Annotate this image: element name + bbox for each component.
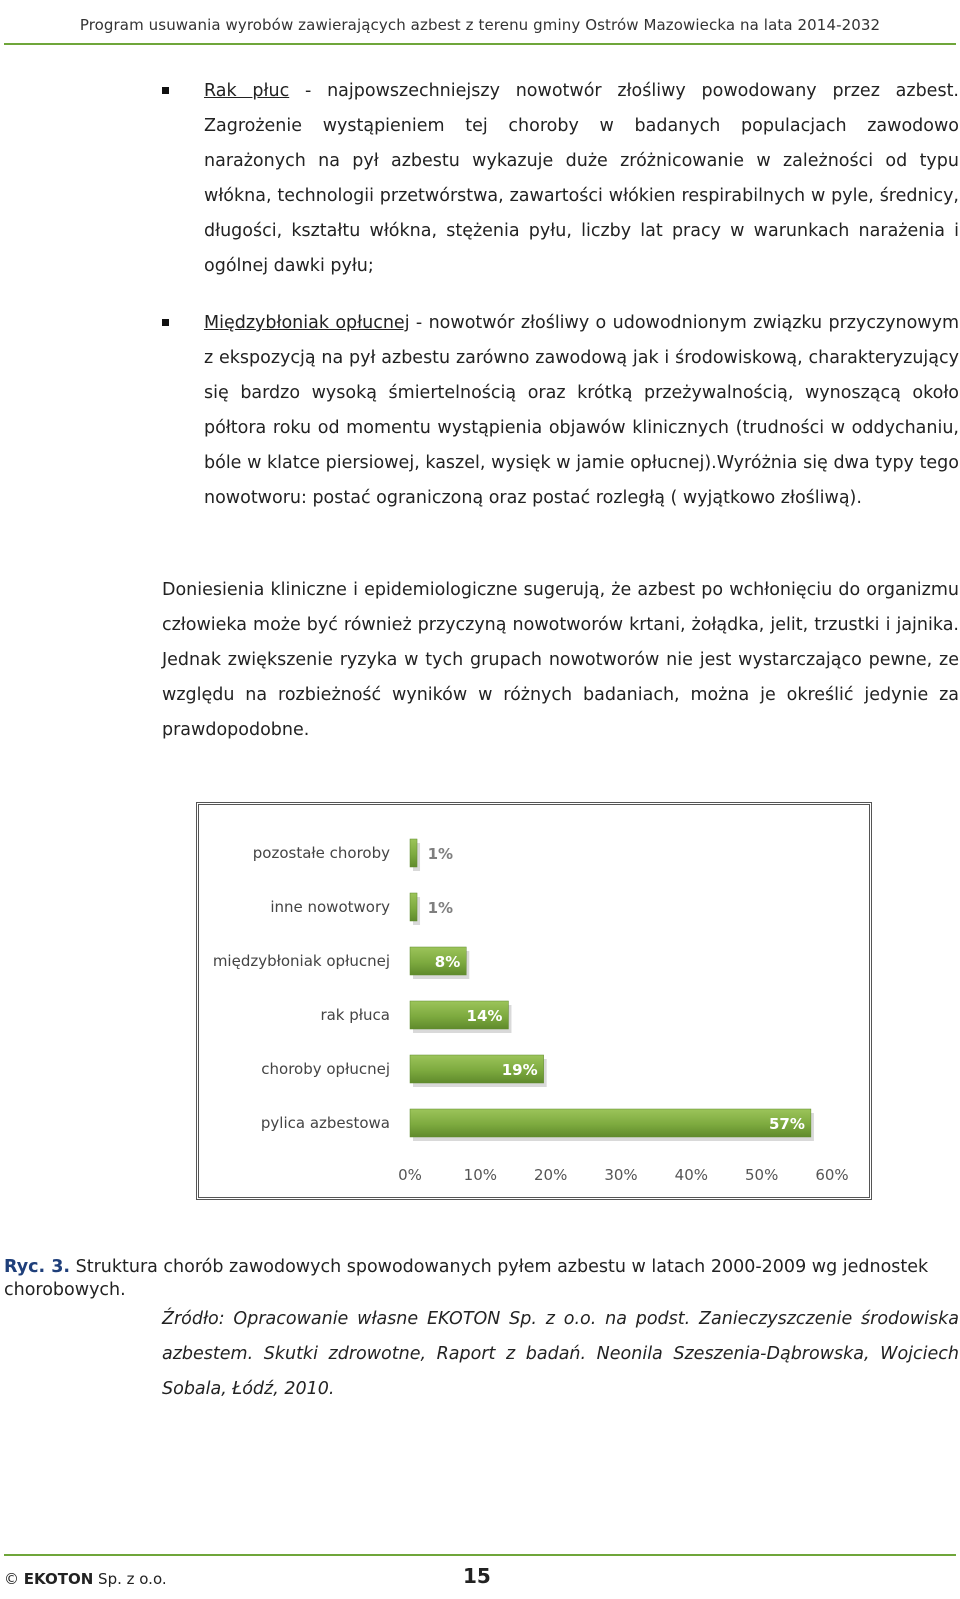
tick-label: 50% (744, 1166, 779, 1184)
header-divider (4, 43, 956, 45)
header-title: Program usuwania wyrobów zawierających azbest z terenu gminy Ostrów Mazowiecka na lata 2014-2032 (79, 16, 881, 34)
page-header (0, 0, 960, 46)
category-label: rak płuca (320, 1006, 390, 1024)
data-label: 8% (434, 953, 461, 971)
tick-label: 20% (533, 1166, 568, 1184)
data-label: 14% (466, 1007, 503, 1025)
bar (410, 1109, 811, 1137)
bullet-term: Międzybłoniak opłucnej (204, 313, 410, 333)
figure-caption (4, 1256, 954, 1302)
page-number: 15 (463, 1564, 491, 1588)
category-label: inne nowotwory (270, 898, 390, 916)
bullet-term: Rak płuc (204, 81, 290, 101)
bullet-marker-icon (162, 319, 169, 326)
tick-label: 30% (604, 1166, 638, 1184)
data-label: 1% (427, 899, 454, 917)
category-label: pozostałe choroby (252, 844, 390, 862)
figure-source: Źródło: Opracowanie własne EKOTON Sp. z o.o. na podst. Zanieczyszczenie środowiska azbestem. Skutki zdrowotne, Raport z badań. Neonila Szeszenia-Dąbrowska, Wojciech Sobala, Łódź, 2010. (162, 1309, 959, 1399)
data-label: 1% (427, 845, 454, 863)
company-suffix: Sp. z o.o. (93, 1570, 167, 1588)
caption-label: Ryc. 3. (4, 1257, 71, 1277)
tick-label: 40% (674, 1166, 709, 1184)
bullet-description: - najpowszechniejszy nowotwór złośliwy powodowany przez azbest. Zagrożenie wystąpieniem tej choroby w badanych populacjach zawodowo narażonych na pył azbestu wykazuje duże zróżnicowanie w zależności od typu włókna, technologii przetwórstwa, zawartości włókien respirabilnych w pyle, średnicy, długości, kształtu włókna, stężenia pyłu, liczby lat pracy w warunkach narażenia i ogólnej dawki pyłu; (204, 81, 959, 276)
tick-label: 10% (463, 1166, 498, 1184)
bar (410, 839, 417, 867)
bullet-text (204, 74, 959, 284)
bar (410, 893, 417, 921)
category-label: międzybłoniak opłucnej (212, 952, 390, 970)
data-label: 19% (501, 1061, 538, 1079)
category-label: pylica azbestowa (260, 1114, 390, 1132)
data-label: 57% (768, 1115, 805, 1133)
bullet-text (204, 306, 959, 516)
body-paragraph: Doniesienia kliniczne i epidemiologiczne sugerują, że azbest po wchłonięciu do organizmu człowieka może być również przyczyną nowotworów krtani, żołądka, jelit, trzustki i jajnika. Jednak zwiększenie ryzyka w tych grupach nowotworów nie jest wystarczająco pewne, ze względu na rozbieżność wyników w różnych badaniach, można je określić jedynie za prawdopodobne. (162, 580, 959, 740)
caption-text: Struktura chorób zawodowych spowodowanych pyłem azbestu w latach 2000-2009 wg jednostek chorobowych. (4, 1257, 929, 1300)
bullet-marker-icon (162, 87, 169, 94)
copyright-icon: © (4, 1570, 19, 1588)
bullet-item-miedzybloniak (162, 306, 959, 516)
bullet-item-rak-pluc (162, 74, 959, 284)
tick-label: 60% (815, 1166, 849, 1184)
tick-label: 0% (398, 1166, 422, 1184)
category-label: choroby opłucnej (261, 1060, 390, 1078)
bullet-description: - nowotwór złośliwy o udowodnionym związku przyczynowym z ekspozycją na pył azbestu zarówno zawodową jak i środowiskową, charakteryzujący się bardzo wysoką śmiertelnością oraz krótką przeżywalnością, wynoszącą około półtora roku od momentu wystąpienia objawów klinicznych (trudności w oddychaniu, bóle w klatce piersiowej, kaszel, wysięk w jamie opłucnej).Wyróżnia się dwa typy tego nowotworu: postać ograniczoną oraz postać rozległą ( wyjątkowo złośliwą). (204, 313, 960, 508)
footer-divider (4, 1554, 956, 1556)
footer-company (4, 1570, 167, 1588)
company-name: EKOTON (23, 1570, 94, 1588)
bar-chart (199, 805, 869, 1197)
chart-frame (196, 802, 872, 1200)
